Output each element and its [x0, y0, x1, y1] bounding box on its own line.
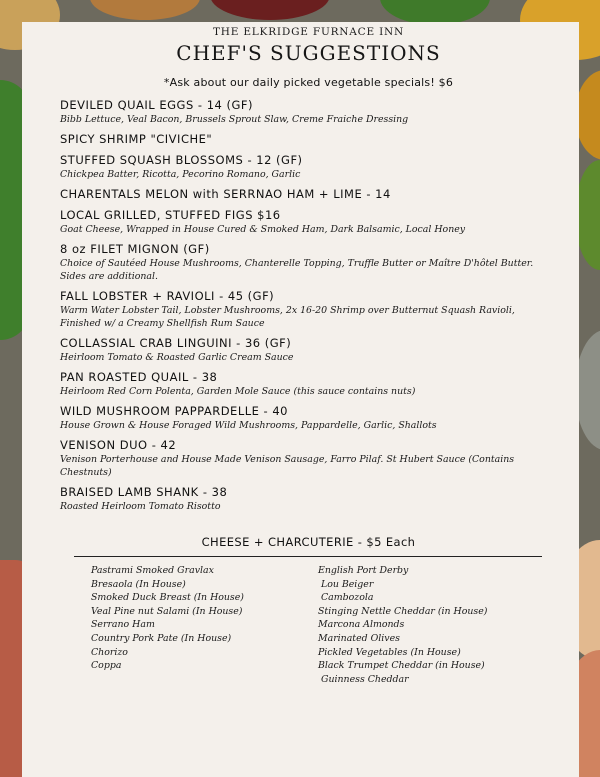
menu-item-description: Warm Water Lobster Tail, Lobster Mushrooms, 2x 16-20 Shrimp over Butternut Squash Ravioli, Finished w/ a Creamy Shellfish Rum Sauce — [60, 305, 515, 329]
menu-item-description: Choice of Sautéed House Mushrooms, Chanterelle Topping, Truffle Butter or Maître D'hôtel Butter. Sides are additional. — [60, 258, 534, 282]
menu-item — [60, 132, 557, 147]
menu-item — [60, 370, 557, 398]
menu-item-name: PAN ROASTED QUAIL - 38 — [60, 370, 218, 384]
menu-item — [60, 404, 557, 432]
cheese-charcuterie-item: Chorizo — [91, 646, 128, 658]
menu-item — [60, 242, 557, 283]
vegetable-specials-note: *Ask about our daily picked vegetable specials! $6 — [163, 76, 454, 89]
menu-item-description: Heirloom Red Corn Polenta, Garden Mole Sauce (this sauce contains nuts) — [60, 386, 416, 397]
menu-item-description: Chickpea Batter, Ricotta, Pecorino Romano, Garlic — [60, 169, 301, 180]
menu-item-description: Heirloom Tomato & Roasted Garlic Cream Sauce — [60, 352, 294, 363]
menu-item-name: BRAISED LAMB SHANK - 38 — [60, 485, 228, 499]
menu-item-description: Venison Porterhouse and House Made Venison Sausage, Farro Pilaf. St Hubert Sauce (Contains Chestnuts) — [60, 454, 515, 478]
menu-item — [60, 336, 557, 364]
cheese-charcuterie-item: Marcona Almonds — [318, 619, 405, 631]
menu-item-name: FALL LOBSTER + RAVIOLI - 45 (GF) — [60, 289, 275, 303]
section-divider — [74, 556, 542, 557]
menu-item-name: CHARENTALS MELON with SERRNAO HAM + LIME - 14 — [60, 187, 391, 201]
cheese-charcuterie-item: Black Trumpet Cheddar (in House) — [318, 660, 485, 672]
cheese-charcuterie-item: Smoked Duck Breast (In House) — [91, 592, 244, 604]
menu-item-description: Bibb Lettuce, Veal Bacon, Brussels Sprout Slaw, Creme Fraiche Dressing — [60, 114, 409, 125]
menu-item — [60, 98, 557, 126]
menu-item-name: WILD MUSHROOM PAPPARDELLE - 40 — [60, 404, 288, 418]
cheese-charcuterie-item: Lou Beiger — [318, 578, 374, 590]
cheese-charcuterie-item: Pickled Vegetables (In House) — [318, 646, 461, 658]
cheese-column — [318, 564, 487, 686]
page-title: CHEF'S SUGGESTIONS — [176, 41, 441, 65]
menu-item-description: Roasted Heirloom Tomato Risotto — [60, 501, 221, 512]
menu-panel — [22, 22, 579, 777]
cheese-charcuterie-item: Cambozola — [318, 592, 374, 604]
menu-item-name: STUFFED SQUASH BLOSSOMS - 12 (GF) — [60, 153, 303, 167]
menu-item — [60, 208, 557, 236]
menu-item — [60, 187, 557, 202]
menu-item — [60, 438, 557, 479]
cheese-charcuterie-item: Guinness Cheddar — [318, 673, 409, 685]
cheese-charcuterie-list — [60, 564, 557, 686]
cheese-charcuterie-item: Bresaola (In House) — [91, 578, 186, 590]
cheese-charcuterie-item: Serrano Ham — [91, 619, 155, 631]
menu-item-name: LOCAL GRILLED, STUFFED FIGS $16 — [60, 208, 281, 222]
cheese-charcuterie-item: Coppa — [91, 660, 122, 672]
menu-item — [60, 485, 557, 513]
menu-item — [60, 289, 557, 330]
charcuterie-column — [60, 564, 318, 686]
inn-name: THE ELKRIDGE FURNACE INN — [212, 26, 405, 38]
menu-item-name: DEVILED QUAIL EGGS - 14 (GF) — [60, 98, 253, 112]
menu-item — [60, 153, 557, 181]
menu-item-name: SPICY SHRIMP "CIVICHE" — [60, 132, 213, 146]
menu-item-name: VENISON DUO - 42 — [60, 438, 177, 452]
menu-item-description: Goat Cheese, Wrapped in House Cured & Smoked Ham, Dark Balsamic, Local Honey — [60, 224, 466, 235]
menu-items-list — [60, 98, 557, 513]
cheese-charcuterie-item: Veal Pine nut Salami (In House) — [91, 605, 243, 617]
menu-item-name: COLLASSIAL CRAB LINGUINI - 36 (GF) — [60, 336, 292, 350]
cheese-charcuterie-heading: CHEESE + CHARCUTERIE - $5 Each — [201, 535, 416, 549]
cheese-charcuterie-item: Stinging Nettle Cheddar (in House) — [318, 605, 488, 617]
cheese-charcuterie-item: English Port Derby — [318, 565, 409, 576]
cheese-charcuterie-item: Country Pork Pate (In House) — [91, 632, 232, 644]
cheese-charcuterie-item: Marinated Olives — [318, 632, 400, 644]
menu-item-name: 8 oz FILET MIGNON (GF) — [60, 242, 210, 256]
menu-item-description: House Grown & House Foraged Wild Mushrooms, Pappardelle, Garlic, Shallots — [60, 420, 437, 431]
cheese-charcuterie-item: Pastrami Smoked Gravlax — [91, 565, 214, 576]
